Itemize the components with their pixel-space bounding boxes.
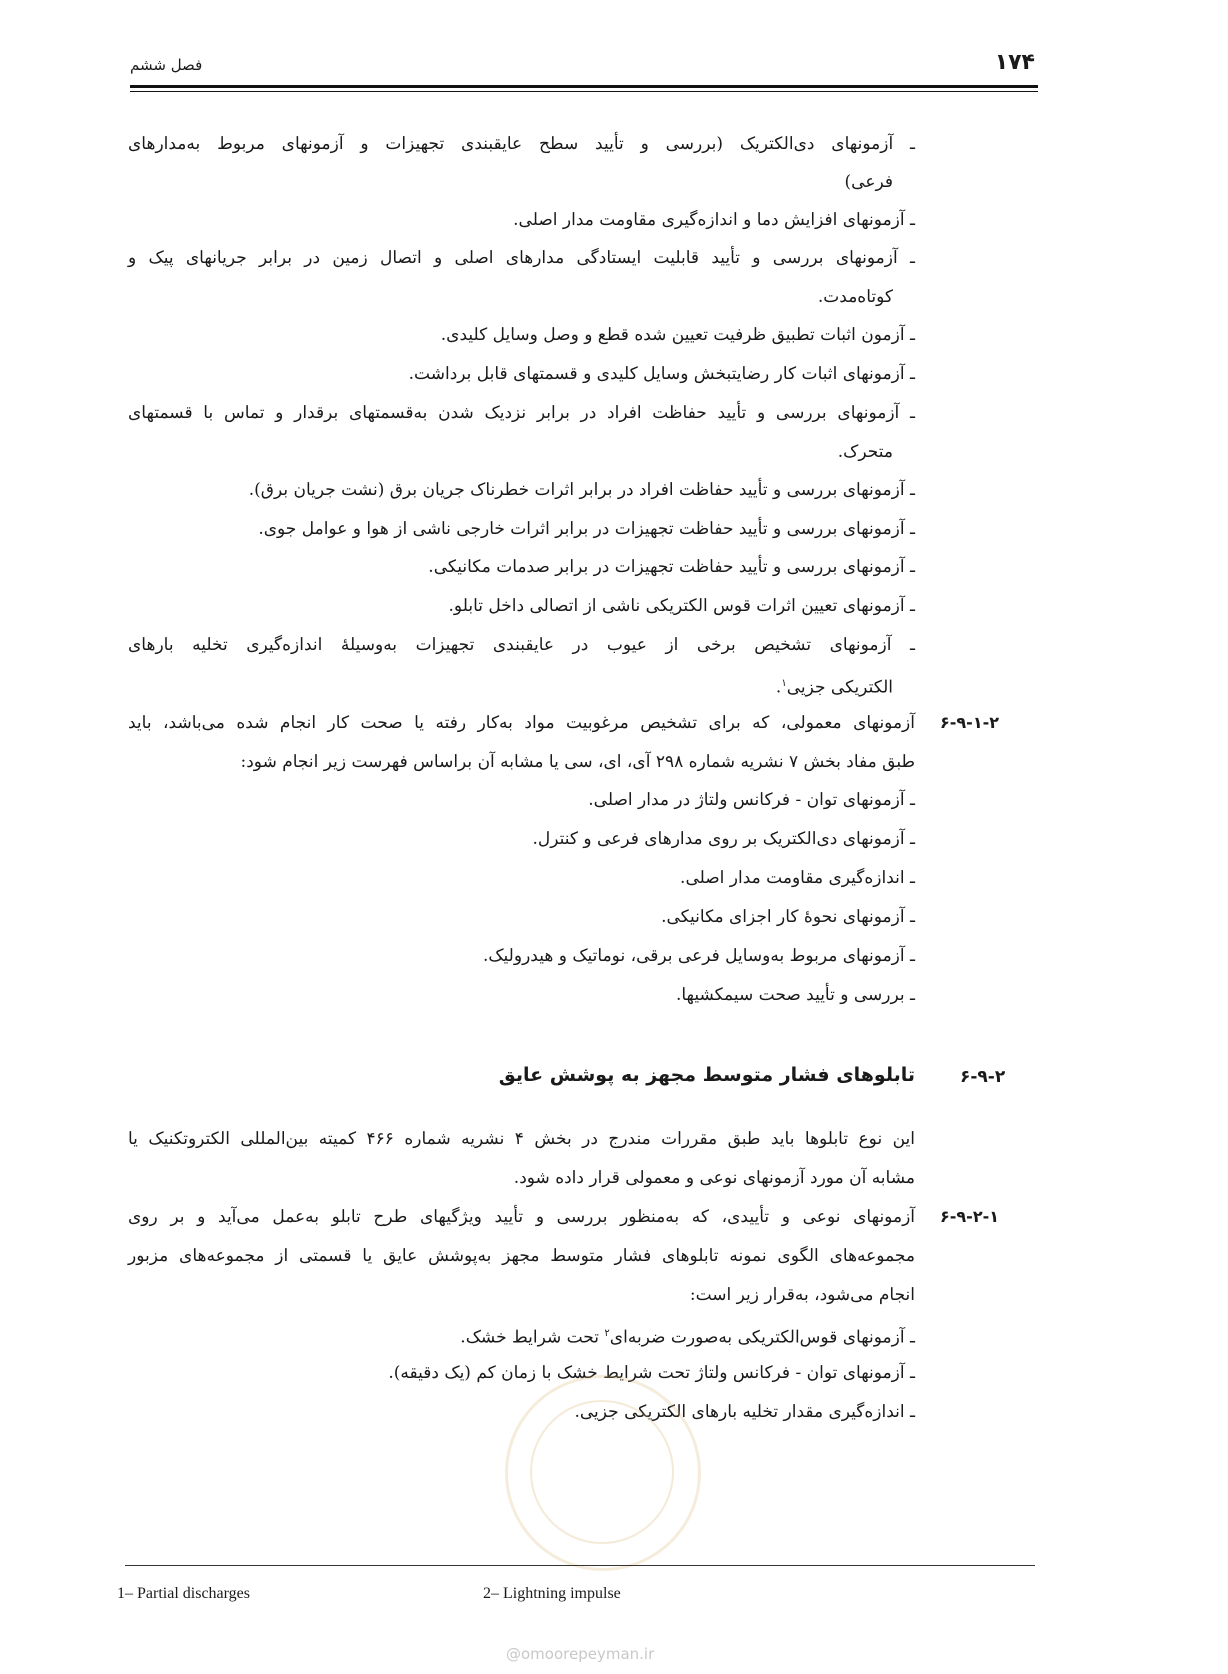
paragraph-line: انجام می‌شود، به‌قرار زیر است:	[689, 1285, 915, 1305]
list-item: ـ آزمونهای بررسی و تأیید حفاظت تجهیزات در برابر اثرات خارجی ناشی از هوا و عوامل جوی.	[258, 519, 915, 539]
list-item: ـ آزمونهای قوس‌الکتریکی به‌صورت ضربه‌ای$^۲$ تحت شرایط خشک.	[460, 1327, 915, 1348]
list-item: ـ آزمونهای مربوط به‌وسایل فرعی برقی، نوماتیک و هیدرولیک.	[482, 946, 915, 966]
footnote-1: 1– Partial discharges	[117, 1585, 251, 1602]
paragraph-line: طبق مفاد بخش ۷ نشریه شماره ۲۹۸ آی، ای، سی یا مشابه آن براساس فهرست زیر انجام شود:	[240, 752, 915, 772]
seal-watermark	[505, 1375, 701, 1571]
list-item: ـ آزمونهای اثبات کار رضایتبخش وسایل کلیدی و قسمتهای قابل برداشت.	[408, 364, 915, 384]
list-item-continuation: الکتریکی جزیی$^۱$.	[775, 677, 893, 698]
list-item-text: آزمونهای دی‌الکتریک (بررسی و تأیید سطح عایقبندی تجهیزات و آزمونهای مربوط به‌مدارهای	[128, 134, 894, 154]
list-item: ـ اندازه‌گیری مقاومت مدار اصلی.	[680, 868, 915, 888]
page-number: ۱۷۴	[994, 50, 1035, 75]
list-item-text: آزمونهای بررسی و تأیید حفاظت تجهیزات در برابر صدمات مکانیکی.	[428, 557, 905, 577]
list-item-text: آزمونهای بررسی و تأیید حفاظت افراد در برابر نزدیک شدن به‌قسمتهای برقدار و تماس با قسمتهای	[128, 403, 900, 423]
list-item-continuation: متحرک.	[837, 442, 893, 462]
footnote-2: 2– Lightning impulse	[483, 1585, 621, 1602]
list-item: ـ آزمونهای دی‌الکتریک بر روی مدارهای فرعی و کنترل.	[532, 829, 915, 849]
list-item-text: آزمونهای بررسی و تأیید حفاظت افراد در برابر اثرات خطرناک جریان برق (نشت جریان برق).	[248, 480, 905, 500]
section-number: ۶-۹-۲	[960, 1067, 1006, 1087]
list-item-text: آزمونهای افزایش دما و اندازه‌گیری مقاومت مدار اصلی.	[513, 210, 905, 230]
section-number: ۶-۹-۲-۱	[940, 1207, 999, 1226]
footnote-ref: ۲	[604, 1328, 610, 1339]
list-item: ـ آزمونهای بررسی و تأیید حفاظت تجهیزات در برابر صدمات مکانیکی.	[428, 557, 915, 577]
list-item: ـ آزمونهای بررسی و تأیید قابلیت ایستادگی مدارهای اصلی و اتصال زمین در برابر جریانهای پیک و	[128, 248, 915, 268]
list-item: ـ آزمونهای توان - فرکانس ولتاژ تحت شرایط خشک با زمان کم (یک دقیقه).	[388, 1363, 915, 1383]
list-item: ـ آزمونهای تشخیص برخی از عیوب در عایقبندی تجهیزات به‌وسیلهٔ اندازه‌گیری تخلیه بارهای	[128, 635, 916, 655]
list-item: ـ آزمونهای بررسی و تأیید حفاظت افراد در برابر اثرات خطرناک جریان برق (نشت جریان برق).	[248, 480, 915, 500]
list-item-continuation: کوتاه‌مدت.	[817, 287, 893, 307]
section-number: ۶-۹-۱-۲	[940, 713, 999, 732]
section-heading: تابلوهای فشار متوسط مجهز به پوشش عایق	[498, 1064, 915, 1086]
list-item: ـ آزمونهای افزایش دما و اندازه‌گیری مقاومت مدار اصلی.	[513, 210, 915, 230]
list-item: ـ آزمونهای بررسی و تأیید حفاظت افراد در برابر نزدیک شدن به‌قسمتهای برقدار و تماس با قسمتهای	[128, 403, 916, 423]
list-item-text: آزمونهای بررسی و تأیید حفاظت تجهیزات در برابر اثرات خارجی ناشی از هوا و عوامل جوی.	[258, 519, 905, 539]
header-rule-thick	[130, 85, 1038, 88]
list-item-text: آزمونهای بررسی و تأیید قابلیت ایستادگی مدارهای اصلی و اتصال زمین در برابر جریانهای پیک و	[128, 248, 898, 268]
list-item: ـ آزمون اثبات تطبیق ظرفیت تعیین شده قطع و وصل وسایل کلیدی.	[440, 325, 915, 345]
list-item: ـ اندازه‌گیری مقدار تخلیه بارهای الکتریکی جزیی.	[574, 1402, 915, 1422]
list-item-text: آزمونهای تعیین اثرات قوس الکتریکی ناشی از اتصالی داخل تابلو.	[448, 596, 905, 616]
list-item-text: آزمونهای تشخیص برخی از عیوب در عایقبندی تجهیزات به‌وسیلهٔ اندازه‌گیری تخلیه بارهای	[128, 635, 892, 655]
paragraph-line: مشابه آن مورد آزمونهای نوعی و معمولی قرار داده شود.	[513, 1168, 915, 1188]
list-item: ـ آزمونهای نحوهٔ کار اجزای مکانیکی.	[661, 907, 915, 927]
list-item-continuation: فرعی)	[844, 172, 893, 192]
bullet-dash: ـ	[910, 134, 915, 154]
list-item-text: آزمون اثبات تطبیق ظرفیت تعیین شده قطع و وصل وسایل کلیدی.	[440, 325, 905, 345]
paragraph-line: آزمونهای نوعی و تأییدی، که به‌منظور بررسی و تأیید ویژگیهای طرح تابلو به‌عمل می‌آید و بر روی	[128, 1207, 915, 1227]
header-rule-thin	[130, 91, 1038, 92]
site-watermark: @omoorepeyman.ir	[506, 1645, 655, 1663]
list-item-text: آزمونهای اثبات کار رضایتبخش وسایل کلیدی و قسمتهای قابل برداشت.	[408, 364, 905, 384]
footnote-ref: ۱	[781, 678, 787, 689]
list-item: ـ آزمونهای تعیین اثرات قوس الکتریکی ناشی از اتصالی داخل تابلو.	[448, 596, 915, 616]
list-item	[128, 132, 915, 156]
footnote-rule	[125, 1565, 1035, 1566]
paragraph-line: این نوع تابلوها باید طبق مقررات مندرج در بخش ۴ نشریه شماره ۴۶۶ کمیته بین‌المللی الکتروتکنیک یا	[128, 1129, 916, 1149]
paragraph-line: مجموعه‌های الگوی نمونه تابلوهای فشار متوسط مجهز به‌پوشش عایق یا قسمتی از مجموعه‌های مزبور	[128, 1246, 915, 1266]
chapter-title: فصل ششم	[130, 56, 203, 74]
paragraph-line: آزمونهای معمولی، که برای تشخیص مرغوبیت مواد به‌کار رفته یا صحت کار انجام شده می‌باشد، باید	[128, 713, 915, 733]
list-item: ـ بررسی و تأیید صحت سیمکشیها.	[675, 985, 915, 1005]
list-item: ـ آزمونهای توان - فرکانس ولتاژ در مدار اصلی.	[588, 790, 915, 810]
